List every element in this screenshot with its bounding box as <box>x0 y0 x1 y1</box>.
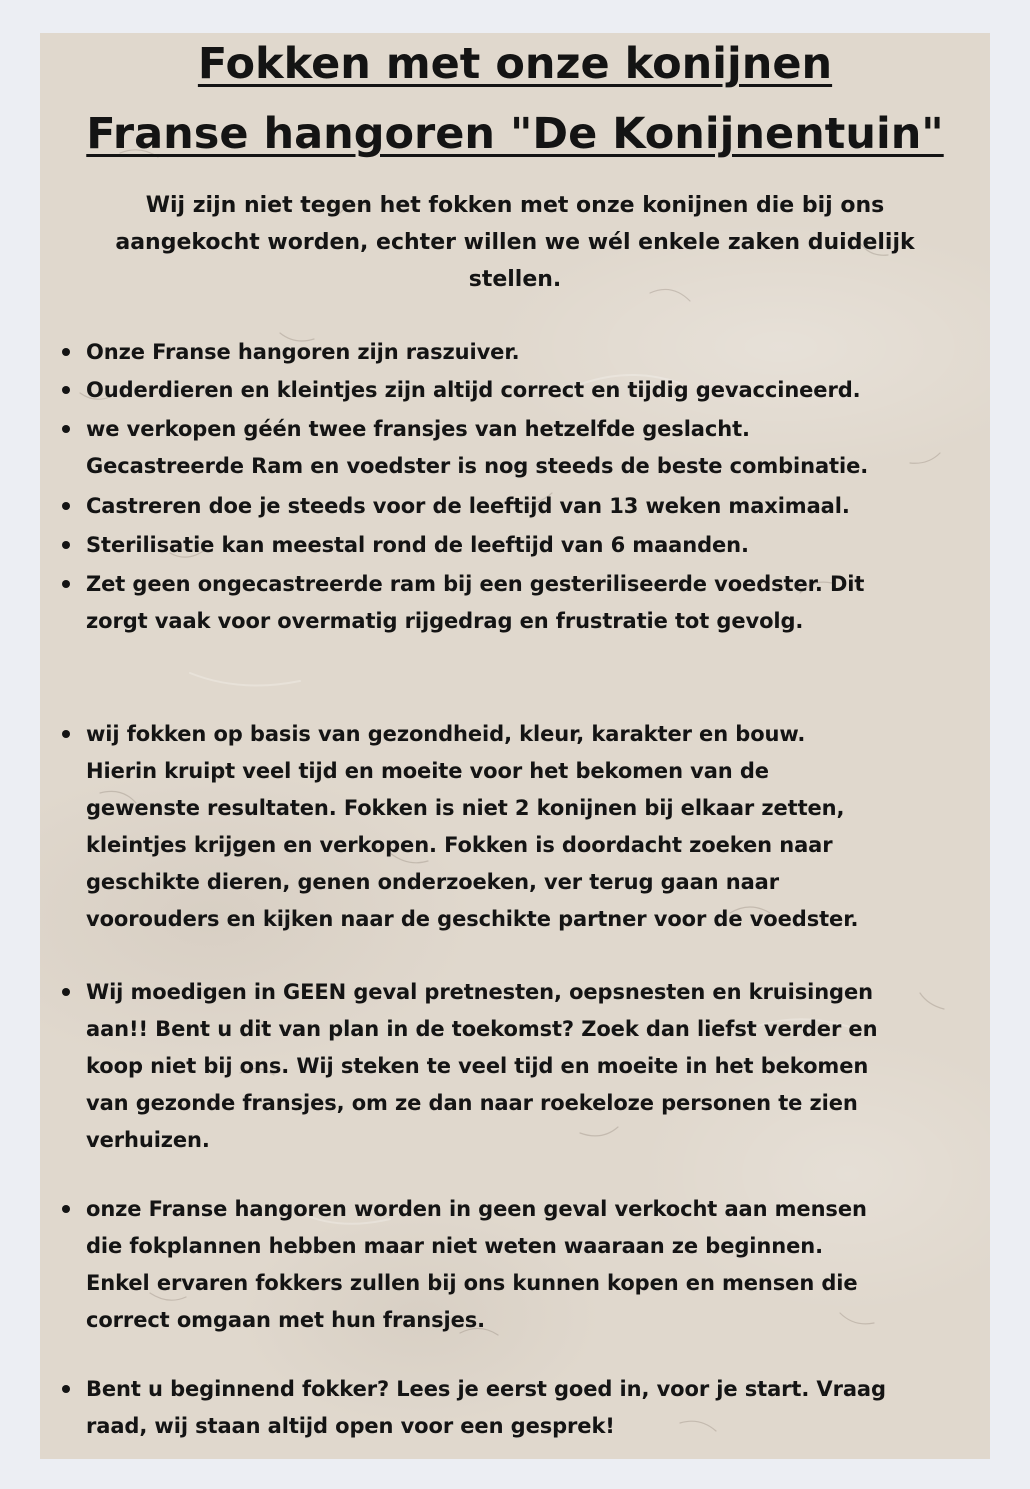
bullet-dot-icon <box>62 502 70 510</box>
list-item-text: Castreren doe je steeds voor de leeftijd van 13 weken maximaal. <box>86 494 850 518</box>
bullet-dot-icon <box>62 730 70 738</box>
bullet-dot-icon <box>62 580 70 588</box>
intro-paragraph: Wij zijn niet tegen het fokken met onze konijnen die bij ons aangekocht worden, echter willen we wél enkele zaken duidelijk stellen. <box>115 193 915 292</box>
document-page <box>40 33 990 1459</box>
title-line-1-text: Fokken met onze konijnen <box>197 39 833 89</box>
list-item-text: Bent u beginnend fokker? Lees je eerst goed in, voor je start. Vraag raad, wij staan altijd open voor een gesprek! <box>86 1377 886 1438</box>
list-item-text: Onze Franse hangoren zijn raszuiver. <box>86 340 520 364</box>
bullet-dot-icon <box>62 541 70 549</box>
list-item-text: we verkopen géén twee fransjes van hetzelfde geslacht. Gecastreerde Ram en voedster is nog steeds de beste combinatie. <box>86 417 869 478</box>
list-item-text: Wij moedigen in GEEN geval pretnesten, oepsnesten en kruisingen aan!! Bent u dit van plan in de toekomst? Zoek dan liefst verder en koop niet bij ons. Wij steken te veel tijd en moeite in het bekomen van gezonde fransjes, om ze dan naar roekeloze personen te zien verhuizen. <box>86 980 878 1152</box>
title-line-2 <box>40 109 990 159</box>
list-item-text: Ouderdieren en kleintjes zijn altijd correct en tijdig gevaccineerd. <box>86 378 861 402</box>
list-item <box>86 1191 982 1339</box>
title-line-2-text: Franse hangoren "De Konijnentuin" <box>86 109 944 159</box>
bullet-dot-icon <box>62 1385 70 1393</box>
list-item <box>86 716 982 938</box>
list-item-text: Zet geen ongecastreerde ram bij een gesteriliseerde voedster. Dit zorgt vaak voor overmatig rijgedrag en frustratie tot gevolg. <box>86 572 865 633</box>
list-item <box>86 334 982 371</box>
list-item-text: onze Franse hangoren worden in geen geval verkocht aan mensen die fokplannen hebben maar niet weten waaraan ze beginnen. Enkel ervaren fokkers zullen bij ons kunnen kopen en mensen die correct omgaan met hun fransjes. <box>86 1197 867 1332</box>
title-line-1 <box>40 39 990 89</box>
list-item <box>86 488 982 525</box>
bullet-dot-icon <box>62 386 70 394</box>
list-item <box>86 1371 982 1445</box>
list-item <box>86 527 982 564</box>
list-item <box>86 566 982 640</box>
bullet-dot-icon <box>62 425 70 433</box>
list-item <box>86 974 982 1159</box>
bullet-dot-icon <box>62 348 70 356</box>
bullet-dot-icon <box>62 988 70 996</box>
list-item-text: Sterilisatie kan meestal rond de leeftijd van 6 maanden. <box>86 533 749 557</box>
list-item-text: wij fokken op basis van gezondheid, kleur, karakter en bouw. Hierin kruipt veel tijd en moeite voor het bekomen van de gewenste resultaten. Fokken is niet 2 konijnen bij elkaar zetten, kleintjes krijgen en verkopen. Fokken is doordacht zoeken naar geschikte dieren, genen onderzoeken, ver terug gaan naar voorouders en kijken naar de geschikte partner voor de voedster. <box>86 722 859 931</box>
list-item <box>86 411 982 485</box>
list-item <box>86 372 982 409</box>
bullet-dot-icon <box>62 1205 70 1213</box>
